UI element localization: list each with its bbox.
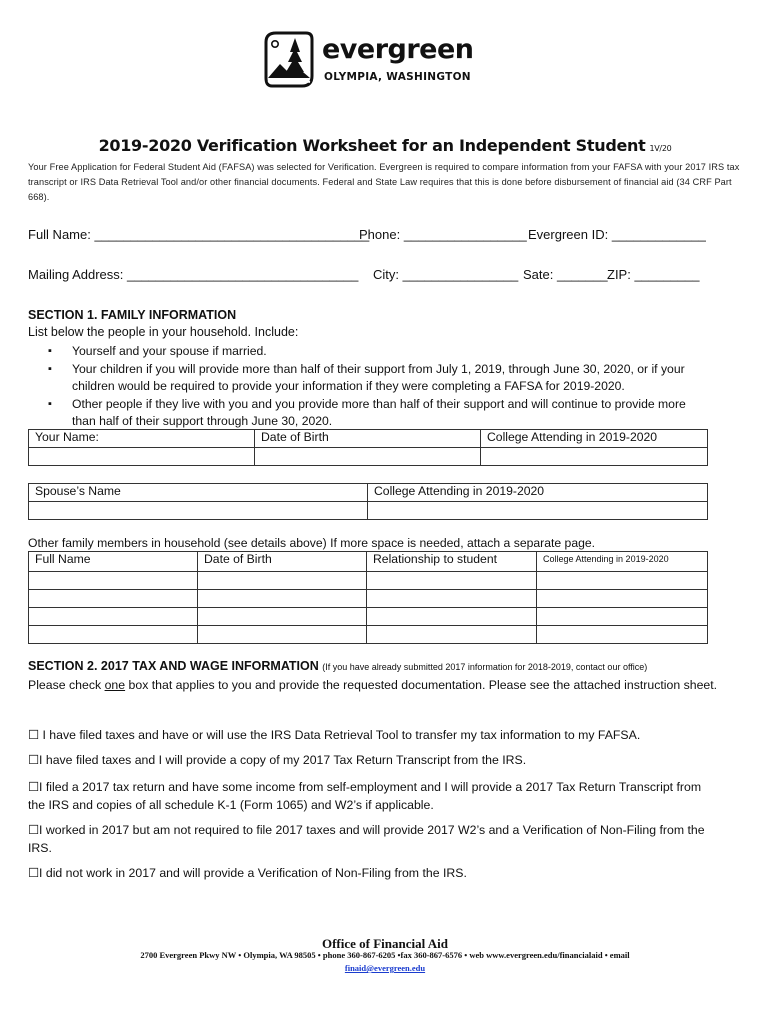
list-item: ▪ Your children if you will provide more than half of their support from July 1, 2019, through June 30, 2020, or if your children would be required to provide your information if they were completing a FAFSA for 2019-2020. [48, 361, 708, 396]
tree-mountain-icon [262, 30, 318, 90]
table-header-row [29, 430, 708, 448]
table-cell[interactable] [481, 448, 708, 466]
city-field[interactable]: City: ________________ [373, 267, 519, 282]
table-header-row [29, 484, 708, 502]
table-cell[interactable] [198, 626, 367, 644]
table-row[interactable] [29, 626, 708, 644]
logo-wordmark: evergreen [322, 34, 474, 65]
page-title [0, 136, 770, 155]
section2-instructions [28, 677, 718, 695]
table-header-row [29, 552, 708, 572]
list-item: ▪ Other people if they live with you and you provide more than half of their support and will continue to provide more than half of their support through June 30, 2020. [48, 396, 708, 431]
logo-location: OLYMPIA, WASHINGTON [324, 71, 471, 83]
option-drt-checkbox[interactable]: ☐ I have filed taxes and have or will use the IRS Data Retrieval Tool to transfer my tax information to my FAFSA. [28, 728, 641, 742]
table-cell[interactable] [29, 572, 198, 590]
option-self-employment-checkbox[interactable]: ☐I filed a 2017 tax return and have some income from self-employment and I will provide a 2017 Tax Return Transcript from the IRS and copies of all schedule K-1 (Form 1065) and W2’s if applicable. [28, 780, 702, 812]
intro-paragraph: Your Free Application for Federal Student Aid (FAFSA) was selected for Verification. Evergreen is required to compare information from your FAFSA with your 2017 IRS tax transcript or IRS Data Retrieval Tool and/or other financial documents. Federal and State Law requires that this is done before disbursement of financial aid (34 CRF Part 668). [28, 162, 740, 202]
section1-heading: SECTION 1. FAMILY INFORMATION [28, 308, 237, 322]
table-cell[interactable] [29, 590, 198, 608]
phone-field[interactable]: Phone: _________________ [359, 227, 527, 242]
table-row[interactable] [29, 502, 708, 520]
table-cell[interactable] [198, 572, 367, 590]
option-transcript-checkbox[interactable]: ☐I have filed taxes and I will provide a copy of my 2017 Tax Return Transcript from the IRS. [28, 753, 527, 767]
instruction-emphasis: one [104, 678, 126, 692]
option-non-filer-worked-checkbox[interactable]: ☐I worked in 2017 but am not required to file 2017 taxes and will provide 2017 W2’s and a Verification of Non-Filing from the IRS. [28, 823, 705, 855]
table-header: Full Name [29, 552, 198, 572]
section2-heading-line [28, 659, 647, 673]
title-text: 2019-2020 Verification Worksheet for an Independent Student [98, 136, 646, 155]
table-header: Spouse’s Name [29, 484, 368, 502]
table-cell[interactable] [367, 608, 537, 626]
table-row[interactable] [29, 572, 708, 590]
other-members-note: Other family members in household (see details above) If more space is needed, attach a separate page. [28, 536, 596, 550]
instruction-text: box that applies to you and provide the requested documentation. Please see the attached instruction sheet. [125, 678, 718, 692]
footer-address: 2700 Evergreen Pkwy NW • Olympia, WA 98505 • phone 360-867-6205 •fax 360-867-6576 • web www.evergreen.edu/financialaid • email [140, 950, 630, 960]
table-cell[interactable] [367, 572, 537, 590]
table-header: College Attending in 2019-2020 [368, 484, 708, 502]
table-cell[interactable] [29, 626, 198, 644]
section2-heading: SECTION 2. 2017 TAX AND WAGE INFORMATION [28, 659, 319, 673]
table-cell[interactable] [255, 448, 481, 466]
table-cell[interactable] [537, 572, 708, 590]
table-cell[interactable] [198, 590, 367, 608]
household-bullet-list [48, 343, 708, 431]
table-cell[interactable] [537, 608, 708, 626]
title-version: 1V/20 [649, 144, 672, 153]
table-cell[interactable] [29, 502, 368, 520]
list-item: ▪ Yourself and your spouse if married. [48, 343, 708, 361]
table-row[interactable] [29, 590, 708, 608]
table-row[interactable] [29, 448, 708, 466]
table-row[interactable] [29, 608, 708, 626]
zip-field[interactable]: ZIP: _________ [607, 267, 700, 282]
footer-email-link[interactable]: finaid@evergreen.edu [344, 963, 426, 973]
table-cell[interactable] [367, 626, 537, 644]
table-cell[interactable] [198, 608, 367, 626]
table-header: College Attending in 2019-2020 [537, 552, 708, 572]
table-header: Date of Birth [198, 552, 367, 572]
section2-heading-note: (If you have already submitted 2017 information for 2018-2019, contact our office) [322, 662, 648, 672]
table-cell[interactable] [537, 590, 708, 608]
evergreen-logo [262, 30, 482, 90]
instruction-text: Please check [28, 678, 105, 692]
table-cell[interactable] [368, 502, 708, 520]
evergreen-id-field[interactable]: Evergreen ID: _____________ [528, 227, 706, 242]
table-cell[interactable] [29, 608, 198, 626]
table-cell[interactable] [367, 590, 537, 608]
mailing-address-field[interactable]: Mailing Address: ________________________________ [28, 267, 359, 282]
state-field[interactable]: Sate: _______ [523, 267, 608, 282]
table-cell[interactable] [537, 626, 708, 644]
full-name-field[interactable]: Full Name: ______________________________________ [28, 227, 370, 242]
your-info-table [28, 429, 708, 466]
table-header: College Attending in 2019-2020 [481, 430, 708, 448]
section1-lead: List below the people in your household. Include: [28, 325, 299, 339]
other-members-table [28, 551, 708, 644]
spouse-info-table [28, 483, 708, 520]
table-header: Date of Birth [255, 430, 481, 448]
table-header: Your Name: [29, 430, 255, 448]
footer-office: Office of Financial Aid [321, 936, 449, 951]
table-header: Relationship to student [367, 552, 537, 572]
table-cell[interactable] [29, 448, 255, 466]
option-did-not-work-checkbox[interactable]: ☐I did not work in 2017 and will provide a Verification of Non-Filing from the IRS. [28, 866, 467, 880]
